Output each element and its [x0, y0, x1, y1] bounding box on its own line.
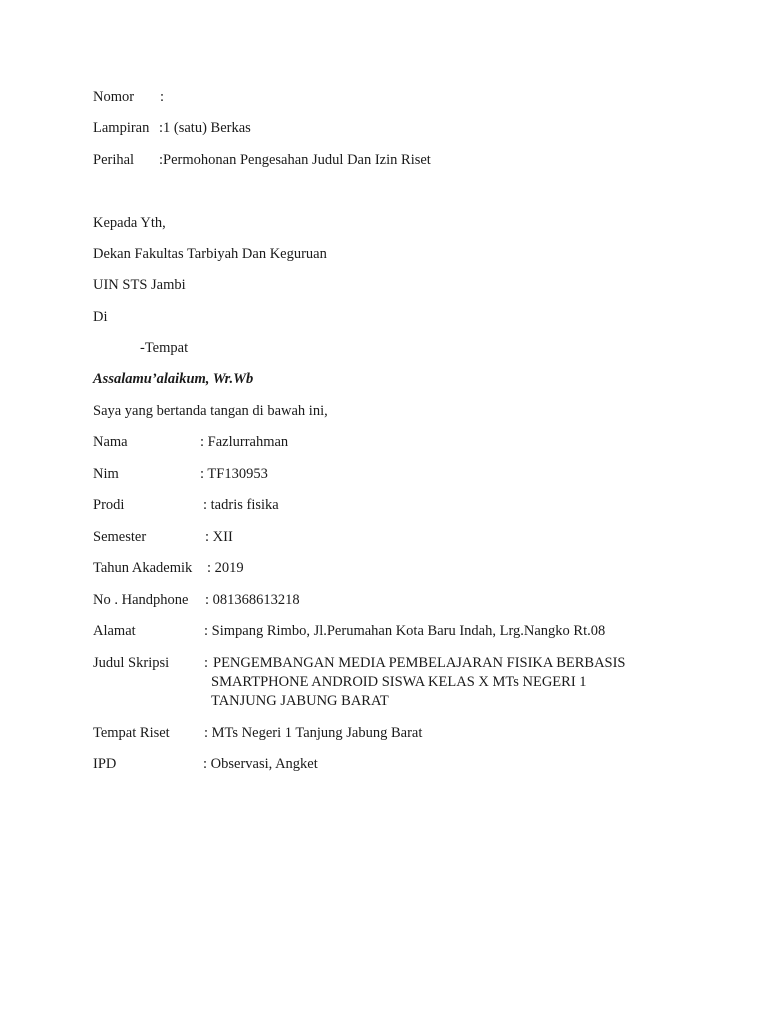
nomor-label: Nomor — [93, 89, 135, 105]
tahun-label: Tahun Akademik — [93, 560, 193, 576]
judul-line-1: PENGEMBANGAN MEDIA PEMBELAJARAN FISIKA BERBASIS — [213, 655, 626, 671]
recipient-di: Di — [93, 309, 108, 325]
nim-value: : TF130953 — [200, 466, 268, 482]
nomor-separator: : — [160, 89, 165, 105]
ipd-label: IPD — [93, 756, 117, 772]
handphone-label: No . Handphone — [93, 592, 189, 608]
semester-label: Semester — [93, 529, 147, 545]
judul-line-3: TANJUNG JABUNG BARAT — [211, 693, 389, 709]
judul-separator: : — [204, 655, 209, 671]
tahun-value: : 2019 — [207, 560, 244, 576]
nama-value: : Fazlurrahman — [200, 434, 289, 450]
perihal-label: Perihal — [93, 152, 135, 168]
alamat-label: Alamat — [93, 623, 136, 639]
judul-line-2: SMARTPHONE ANDROID SISWA KELAS X MTs NEGERI 1 — [211, 674, 587, 690]
nim-label: Nim — [93, 466, 119, 482]
tempat-riset-label: Tempat Riset — [93, 725, 170, 741]
recipient-university: UIN STS Jambi — [93, 277, 186, 293]
lampiran-label: Lampiran — [93, 120, 150, 136]
tempat-riset-value: : MTs Negeri 1 Tanjung Jabung Barat — [204, 725, 423, 741]
intro-text: Saya yang bertanda tangan di bawah ini, — [93, 403, 328, 419]
recipient-place: -Tempat — [140, 340, 189, 356]
semester-value: : XII — [205, 529, 233, 545]
recipient-dean: Dekan Fakultas Tarbiyah Dan Keguruan — [93, 246, 327, 262]
perihal-value: :Permohonan Pengesahan Judul Dan Izin Riset — [159, 152, 431, 168]
recipient-greeting: Kepada Yth, — [93, 215, 166, 231]
alamat-value: : Simpang Rimbo, Jl.Perumahan Kota Baru Indah, Lrg.Nangko Rt.08 — [204, 623, 606, 639]
judul-label: Judul Skripsi — [93, 655, 170, 671]
prodi-value: : tadris fisika — [203, 497, 279, 513]
ipd-value: : Observasi, Angket — [203, 756, 318, 772]
handphone-value: : 081368613218 — [205, 592, 300, 608]
prodi-label: Prodi — [93, 497, 125, 513]
salam-greeting: Assalamu’alaikum, Wr.Wb — [93, 371, 254, 387]
nama-label: Nama — [93, 434, 128, 450]
lampiran-value: :1 (satu) Berkas — [159, 120, 251, 136]
